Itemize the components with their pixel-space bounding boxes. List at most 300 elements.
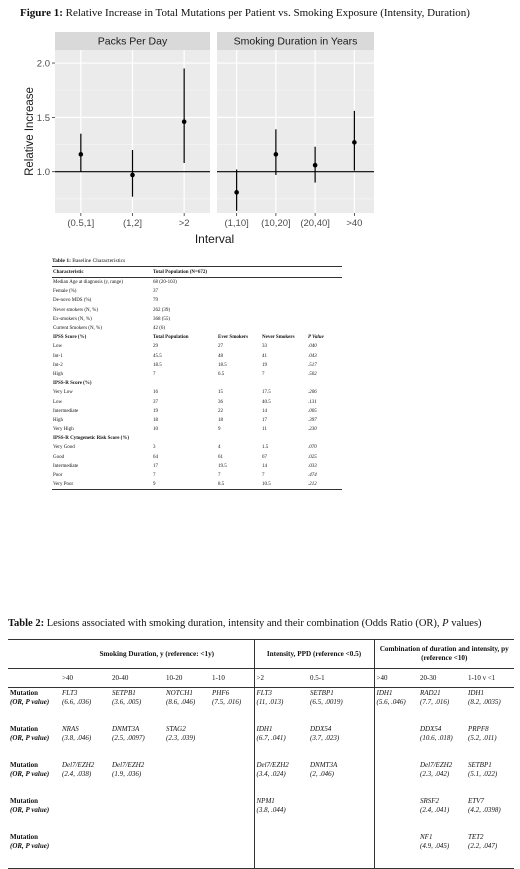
- table1-cell: 17.5: [262, 390, 271, 396]
- table2-or-value: (5.6, .046): [376, 698, 406, 706]
- table2-cell: [466, 832, 514, 869]
- x-tick-label: (20,40]: [300, 218, 330, 229]
- table1-cell: .230: [308, 427, 317, 433]
- table2-group-intensity: Intensity, PPD (reference <0.5): [254, 640, 374, 669]
- table2-cell: [254, 796, 308, 832]
- table1-cell: [261, 278, 307, 288]
- table1-cell: 36: [218, 399, 223, 405]
- table1-cell: P Value: [308, 335, 324, 341]
- table2-cell: [164, 796, 210, 832]
- table2-or-value: (5.1, .022): [468, 770, 498, 778]
- table1-caption: [52, 258, 342, 264]
- table1-cell: .040: [308, 344, 317, 350]
- estimate-point: [182, 119, 187, 124]
- table2-cell: [374, 724, 418, 760]
- table2-cell: [254, 760, 308, 796]
- table2-or-value: (2.5, .0097): [112, 734, 145, 742]
- table1-cell: IPSS-R Cytogenetic Risk Score (%): [53, 436, 130, 442]
- table2-caption-b: values): [448, 618, 482, 629]
- table1-cell: 48: [218, 353, 223, 359]
- table2-gene: SETPB1: [112, 689, 136, 697]
- table1-cell: .131: [308, 399, 317, 405]
- table1-cell: 33: [262, 344, 267, 350]
- x-axis-label: Interval: [194, 232, 235, 246]
- table2-group-header-row: [8, 640, 514, 669]
- table1-row: [52, 416, 342, 425]
- table2-gene: DDX54: [310, 725, 332, 733]
- table2-subheader-cell: >2: [254, 669, 308, 688]
- table1-cell: [307, 379, 342, 388]
- table2-subheader-cell: 1-10 v <1: [466, 669, 514, 688]
- table2-or-value: (6.6, .036): [62, 698, 92, 706]
- table1-cell: Intermediate: [53, 408, 79, 414]
- table2-or-value: (7.7, .016): [420, 698, 450, 706]
- table2-row-label-sub: (OR, P value): [10, 698, 50, 706]
- table2-row-label: [8, 796, 60, 832]
- table2-gene: NPM1: [256, 797, 275, 805]
- table2-row: [8, 688, 514, 725]
- table2-or-value: (10.6, .018): [420, 734, 453, 742]
- table2-gene: FLT3: [256, 689, 272, 697]
- table2-cell: [210, 796, 254, 832]
- table1-cell: 19: [262, 362, 267, 368]
- estimate-point: [130, 173, 135, 178]
- table1-cell: 40.5: [262, 399, 271, 405]
- table1-cell: Never Smokers: [262, 335, 295, 341]
- table2-cell: [308, 760, 374, 796]
- table1-cell: 41: [262, 353, 267, 359]
- table1-cell: [152, 434, 217, 443]
- table2-gene: SETBP1: [468, 761, 492, 769]
- x-tick-label: >40: [346, 218, 363, 229]
- table1-cell: 18.5: [153, 362, 162, 368]
- table2-row-label-sub: (OR, P value): [10, 770, 50, 778]
- table1-cell: Low: [53, 399, 63, 405]
- y-tick-label: 1.5: [36, 112, 50, 124]
- table2-gene: ETV7: [468, 797, 484, 805]
- y-tick-label: 2.0: [36, 58, 50, 70]
- table1-header-cell: [217, 267, 261, 278]
- table2-gene: TET2: [468, 833, 484, 841]
- table2-cell: [210, 832, 254, 869]
- table2-or-value: (4.2, .0398): [468, 806, 501, 814]
- table1-cell: [217, 278, 261, 288]
- table1-label: Table 1:: [52, 258, 71, 264]
- table2-row-label-main: Mutation: [10, 797, 38, 805]
- table2-cell: [308, 724, 374, 760]
- table1-cell: 18: [153, 417, 158, 423]
- table1-cell: 79: [153, 298, 158, 304]
- table2-grid: [8, 639, 514, 869]
- table2-row-label-main: Mutation: [10, 725, 38, 733]
- table1-cell: 19: [153, 408, 158, 414]
- table2-cell: [466, 796, 514, 832]
- table1-cell: Very Good: [53, 445, 75, 451]
- figure1-chart: [0, 20, 520, 260]
- table1-cell: 9: [152, 480, 217, 490]
- table1-cell: IPSS Score (%): [53, 335, 87, 341]
- table2-row-label-sub: (OR, P value): [10, 806, 50, 814]
- table2-cell: [210, 760, 254, 796]
- table1-cell: 14: [262, 408, 267, 414]
- table2-cell: [164, 832, 210, 869]
- table2-or-value: (2, .046): [310, 770, 334, 778]
- table2-cell: [210, 724, 254, 760]
- table2-subheader-cell: 20-40: [110, 669, 164, 688]
- estimate-point: [274, 152, 279, 157]
- table1-row: [52, 407, 342, 416]
- table2-gene: PHF6: [212, 689, 230, 697]
- table2-subheader-cell: >40: [60, 669, 110, 688]
- figure1-title: Relative Increase in Total Mutations per Patient vs. Smoking Exposure (Intensity, Duration): [65, 7, 470, 19]
- table1-row: [52, 315, 342, 324]
- table2-cell: [374, 688, 418, 725]
- panel-strip-label: Smoking Duration in Years: [233, 35, 358, 48]
- table2-or-value: (3.8, .044): [256, 806, 286, 814]
- table1-cell: [261, 315, 307, 324]
- table2-subheader-cell: 1-10: [210, 669, 254, 688]
- table2-gene: NRAS: [62, 725, 79, 733]
- table1-cell: .517: [308, 362, 317, 368]
- table1-grid: [52, 266, 342, 490]
- table1-cell: 19.5: [218, 463, 227, 469]
- table2-gene: DDX54: [420, 725, 442, 733]
- x-tick-label: (1,2]: [122, 218, 143, 229]
- table2-gene: Del7/EZH2: [62, 761, 95, 769]
- table1-cell: [307, 278, 342, 288]
- table2-gene: NOTCH1: [166, 689, 193, 697]
- table1-cell: [261, 379, 307, 388]
- table1-cell: 16: [153, 390, 158, 396]
- table1-cell: 9: [218, 427, 221, 433]
- table1-cell: .206: [308, 390, 317, 396]
- table2-or-value: (2.2, .047): [468, 842, 498, 850]
- table2-cell: [60, 760, 110, 796]
- table1-cell: 27: [218, 344, 223, 350]
- table1-cell: 29: [153, 344, 158, 350]
- table2-row: [8, 832, 514, 869]
- table2-or-value: (3.4, .024): [256, 770, 286, 778]
- table2-gene: Del7/EZH2: [256, 761, 289, 769]
- y-axis-label: Relative Increase: [24, 87, 36, 176]
- table1-cell: Total Population: [153, 335, 189, 341]
- panel-background: [217, 50, 374, 213]
- table2-row: [8, 796, 514, 832]
- table1-cell: [307, 306, 342, 315]
- table1-cell: Very Low: [53, 390, 73, 396]
- table2-caption: [8, 618, 482, 629]
- table2-subheader-cell: >40: [374, 669, 418, 688]
- table1-cell: 14: [262, 463, 267, 469]
- table1-row: [52, 397, 342, 406]
- table1-cell: 8.5: [217, 480, 261, 490]
- table1-cell: [152, 379, 217, 388]
- table1-cell: Ex-smokers (N, %): [53, 316, 92, 322]
- table2-cell: [254, 724, 308, 760]
- table2-cell: [110, 796, 164, 832]
- figure1-caption: [20, 7, 470, 19]
- table2-row-label-main: Mutation: [10, 689, 38, 697]
- table1-row: [52, 388, 342, 397]
- y-tick-label: 1.0: [36, 167, 50, 179]
- table1-header-cell: Characteristic: [52, 267, 152, 278]
- table1-cell: Current Smokers (N, %): [53, 326, 102, 332]
- table1-cell: 67: [262, 454, 267, 460]
- table1-cell: 37: [153, 399, 158, 405]
- table2-gene: IDH1: [468, 689, 484, 697]
- table1-cell: Poor: [53, 473, 63, 479]
- table1-cell: [307, 434, 342, 443]
- figure1-label: Figure 1:: [20, 7, 63, 19]
- table2-subheader-corner: [8, 669, 60, 688]
- table2-gene: IDH1: [376, 689, 393, 697]
- table2-row-label-main: Mutation: [10, 761, 38, 769]
- table2-or-value: (2.4, .038): [62, 770, 92, 778]
- table1-cell: 17: [153, 463, 158, 469]
- table1-section-row: [52, 333, 342, 342]
- table2-gene: SETBP1: [310, 689, 334, 697]
- table2-or-value: (7.5, .016): [212, 698, 242, 706]
- table2-cell: [466, 724, 514, 760]
- table2-cell: [418, 760, 466, 796]
- table1-cell: .070: [308, 445, 317, 451]
- table1-cell: [307, 324, 342, 333]
- table2-or-value: (2.4, .041): [420, 806, 450, 814]
- table1-cell: 22: [218, 408, 223, 414]
- table1-row: [52, 278, 342, 288]
- table1-cell: [217, 306, 261, 315]
- table1-cell: [217, 379, 261, 388]
- table2-cell: [374, 760, 418, 796]
- table2-or-value: (11, .013): [256, 698, 284, 706]
- x-tick-label: (0.5,1]: [67, 218, 95, 229]
- table1-cell: 262 (39): [153, 307, 171, 313]
- table1-row: [52, 352, 342, 361]
- table2-gene: Del7/EZH2: [420, 761, 453, 769]
- table1-cell: 10: [153, 427, 158, 433]
- table1-title: Baseline Characteristics: [72, 258, 126, 264]
- table2-cell: [110, 832, 164, 869]
- table1-cell: 18.5: [218, 362, 227, 368]
- table1-row: [52, 324, 342, 333]
- table1-cell: 45.5: [153, 353, 162, 359]
- table2-subheader-row: [8, 669, 514, 688]
- table2-subheader-cell: 0.5-1: [308, 669, 374, 688]
- table2-cell: [374, 832, 418, 869]
- table1-cell: Intermediate: [53, 463, 79, 469]
- table2-gene: Del7/EZH2: [112, 761, 145, 769]
- table2-or-value: (3.7, .023): [310, 734, 340, 742]
- table2-cell: [374, 796, 418, 832]
- table2-or-value: (8.6, .046): [166, 698, 196, 706]
- table2-row-label-sub: (OR, P value): [10, 842, 50, 850]
- table1-header-row: [52, 267, 342, 278]
- x-tick-label: (10,20]: [261, 218, 291, 229]
- table1-cell: High: [53, 417, 63, 423]
- table1-cell: 15: [218, 390, 223, 396]
- table2-cell: [308, 688, 374, 725]
- table2-cell: [110, 760, 164, 796]
- table1-section-row: [52, 379, 342, 388]
- table1-cell: 1.5: [262, 445, 269, 451]
- table1-cell: .397: [308, 417, 317, 423]
- table1-cell: [217, 324, 261, 333]
- table2-cell: [308, 796, 374, 832]
- table1-row: [52, 462, 342, 471]
- table1-header-cell: Total Population (N=672): [152, 267, 217, 278]
- table1-cell: Low: [53, 344, 63, 350]
- table2-cell: [254, 688, 308, 725]
- table2-caption-a: Lesions associated with smoking duration, intensity and their combination (Odds Ratio (OR),: [46, 618, 443, 629]
- table1-cell: De-novo MDS (%): [53, 298, 92, 304]
- table2-gene: SRSF2: [420, 797, 440, 805]
- table2-or-value: (8.2, .0035): [468, 698, 501, 706]
- table2-cell: [210, 688, 254, 725]
- table1-row: [52, 296, 342, 305]
- table1-cell: High: [53, 371, 63, 377]
- table1-row: [52, 361, 342, 370]
- table2-or-value: (6.5, .0019): [310, 698, 343, 706]
- table2-gene: STAG2: [166, 725, 186, 733]
- table1-cell: 7: [262, 473, 265, 479]
- table2-or-value: (2.3, .039): [166, 734, 196, 742]
- table1-cell: Good: [53, 454, 65, 460]
- table1-cell: Ever Smokers: [218, 335, 249, 341]
- table2-or-value: (3.6, .005): [112, 698, 142, 706]
- estimate-point: [352, 140, 357, 145]
- table1-cell: 6.5: [218, 371, 225, 377]
- table1-cell: Median Age at diagnosis (y, range): [53, 280, 123, 286]
- table2-cell: [164, 688, 210, 725]
- table2-row-label-sub: (OR, P value): [10, 734, 50, 742]
- table1-cell: 368 (55): [153, 316, 171, 322]
- x-tick-label: (1,10]: [224, 218, 249, 229]
- estimate-point: [313, 163, 318, 168]
- table2-gene: DNMT3A: [310, 761, 338, 769]
- table2-group-combo: Combination of duration and intensity, py (reference <10): [374, 640, 514, 669]
- table1-cell: Int-1: [53, 353, 63, 359]
- table1-row: [52, 471, 342, 480]
- table1-cell: 11: [262, 427, 267, 433]
- table2-or-value: (1.9, .036): [112, 770, 142, 778]
- table2-or-value: (6.7, .041): [256, 734, 286, 742]
- table2-or-value: (2.3, .042): [420, 770, 450, 778]
- table1-section-row: [52, 434, 342, 443]
- table1-cell: 42 (6): [153, 326, 166, 332]
- table2-gene: DNMT3A: [112, 725, 140, 733]
- table1-row: [52, 287, 342, 296]
- table1-cell: [261, 306, 307, 315]
- table2-cell: [418, 724, 466, 760]
- table2-gene: IDH1: [256, 725, 273, 733]
- table1-cell: .005: [308, 408, 317, 414]
- estimate-point: [234, 190, 239, 195]
- table1-cell: 4: [218, 445, 221, 451]
- table1-row: [52, 480, 342, 490]
- table1-cell: 7: [153, 473, 156, 479]
- table2-label: Table 2:: [8, 618, 45, 629]
- table2-caption-p: P: [442, 618, 449, 629]
- table1-cell: 18: [218, 417, 223, 423]
- table1-cell: Very Poor: [52, 480, 152, 490]
- table2-cell: [60, 724, 110, 760]
- errorbar-chart-svg: [0, 20, 520, 260]
- table1-cell: [217, 315, 261, 324]
- table1-header-cell: [307, 267, 342, 278]
- table1-cell: [261, 287, 307, 296]
- table2-row-label: [8, 724, 60, 760]
- table2-cell: [164, 724, 210, 760]
- table1-cell: .212: [307, 480, 342, 490]
- table1-row: [52, 453, 342, 462]
- table1-cell: .043: [308, 353, 317, 359]
- table1-cell: [261, 296, 307, 305]
- table1-row: [52, 342, 342, 351]
- table1-cell: [217, 287, 261, 296]
- estimate-point: [79, 152, 84, 157]
- table1-cell: 17: [262, 417, 267, 423]
- table1-cell: 7: [218, 473, 221, 479]
- table1-cell: Int-2: [53, 362, 63, 368]
- table1-row: [52, 306, 342, 315]
- table2-cell: [308, 832, 374, 869]
- table2-row: [8, 724, 514, 760]
- table1-cell: Very High: [53, 427, 74, 433]
- table2-subheader-cell: 20-30: [418, 669, 466, 688]
- table2-corner: [8, 640, 60, 669]
- table1-cell: IPSS-R Score (%): [53, 381, 92, 387]
- table2-subheader-cell: 10-20: [164, 669, 210, 688]
- table2-cell: [60, 688, 110, 725]
- table2-row-label: [8, 688, 60, 725]
- table2-cell: [418, 832, 466, 869]
- table1-cell: [217, 434, 261, 443]
- table2-cell: [254, 832, 308, 869]
- table1-cell: 61: [218, 454, 223, 460]
- table1-cell: 7: [262, 371, 265, 377]
- table1-cell: [307, 287, 342, 296]
- table2-row-label: [8, 760, 60, 796]
- table2-row-label-main: Mutation: [10, 833, 38, 841]
- table2-or-value: (5.2, .011): [468, 734, 497, 742]
- table2-cell: [466, 688, 514, 725]
- table1: [52, 258, 342, 490]
- table2-cell: [418, 688, 466, 725]
- table1-cell: [307, 315, 342, 324]
- table1-cell: 68 (20-103): [153, 280, 177, 286]
- table2-cell: [60, 796, 110, 832]
- table2-cell: [418, 796, 466, 832]
- table2-gene: NF1: [420, 833, 433, 841]
- table1-row: [52, 425, 342, 434]
- table1-row: [52, 443, 342, 452]
- panel-strip-label: Packs Per Day: [97, 35, 168, 48]
- table1-cell: [217, 296, 261, 305]
- table2-gene: PRPF8: [468, 725, 489, 733]
- x-tick-label: >2: [178, 218, 190, 229]
- table2-cell: [164, 760, 210, 796]
- table1-cell: .474: [308, 473, 317, 479]
- table2-gene: FLT3: [62, 689, 78, 697]
- table1-cell: 37: [153, 289, 158, 295]
- table1-cell: .025: [308, 454, 317, 460]
- table2-cell: [60, 832, 110, 869]
- table1-header-cell: [261, 267, 307, 278]
- table1-cell: .033: [308, 463, 317, 469]
- table1-cell: 10.5: [261, 480, 307, 490]
- table2-group-duration: Smoking Duration, y (reference: <1y): [60, 640, 254, 669]
- table1-cell: [307, 296, 342, 305]
